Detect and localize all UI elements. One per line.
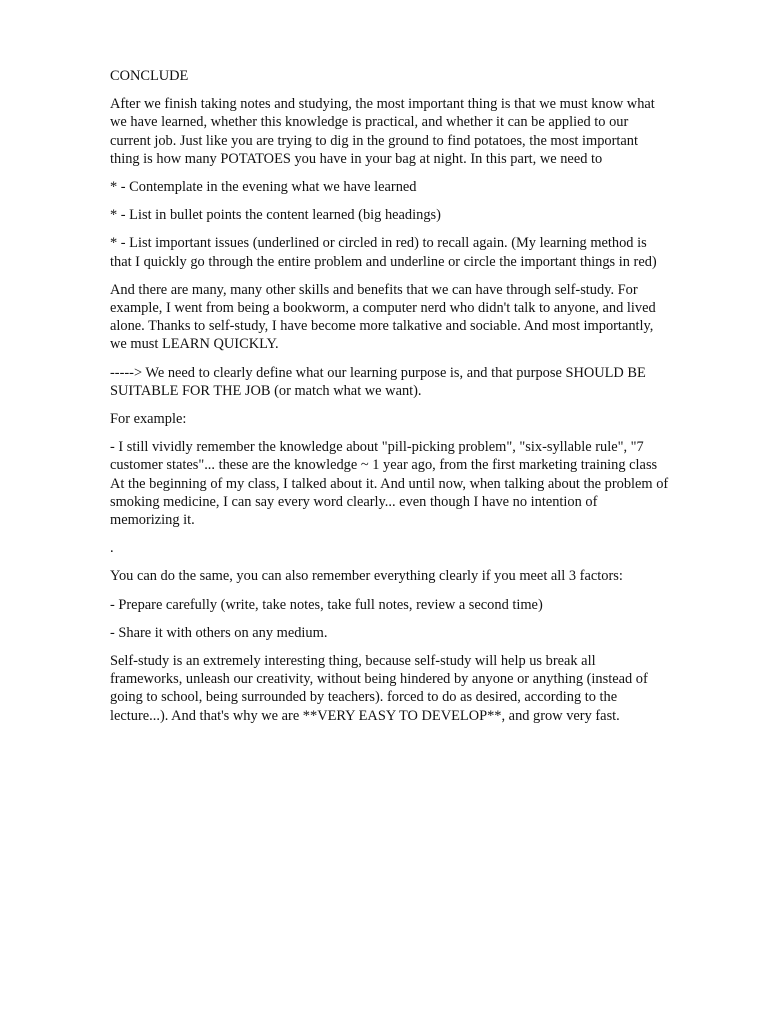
text-line: -----> We need to clearly define what our learning purpose is, and that purpose SHOULD BE bbox=[110, 364, 646, 381]
text-line: - Prepare carefully (write, take notes, take full notes, review a second time) bbox=[110, 596, 543, 613]
paragraph bbox=[110, 567, 718, 585]
text-line: current job. Just like you are trying to dig in the ground to find potatoes, the most important bbox=[110, 132, 638, 149]
paragraph bbox=[110, 652, 718, 725]
document-body bbox=[110, 67, 718, 735]
text-line: example, I went from being a bookworm, a computer nerd who didn't talk to anyone, and lived bbox=[110, 300, 656, 317]
text-line: thing is how many POTATOES you have in your bag at night. In this part, we need to bbox=[110, 150, 603, 167]
text-line: - I still vividly remember the knowledge about "pill-picking problem", "six-syllable rule", "7 bbox=[110, 439, 644, 456]
text-line: that I quickly go through the entire problem and underline or circle the important things in red) bbox=[110, 253, 657, 270]
text-line: frameworks, unleash our creativity, without being hindered by anyone or anything (instead of bbox=[110, 671, 648, 688]
text-line: For example: bbox=[110, 411, 187, 428]
text-line: we must LEARN QUICKLY. bbox=[110, 336, 279, 353]
paragraph bbox=[110, 438, 718, 529]
text-line: . bbox=[110, 540, 114, 557]
text-line: lecture...). And that's why we are **VERY EASY TO DEVELOP**, and grow very fast. bbox=[110, 707, 620, 724]
text-line: And there are many, many other skills and benefits that we can have through self-study. For bbox=[110, 281, 638, 298]
paragraph-list bbox=[110, 95, 718, 725]
paragraph bbox=[110, 410, 718, 428]
paragraph bbox=[110, 624, 718, 642]
text-line: * - List important issues (underlined or circled in red) to recall again. (My learning method is bbox=[110, 235, 647, 252]
paragraph bbox=[110, 95, 718, 168]
paragraph bbox=[110, 178, 718, 196]
paragraph bbox=[110, 281, 718, 354]
paragraph bbox=[110, 364, 718, 400]
text-line: * - Contemplate in the evening what we have learned bbox=[110, 179, 417, 196]
text-line: we have learned, whether this knowledge is practical, and whether it can be applied to our bbox=[110, 114, 629, 131]
text-line: * - List in bullet points the content learned (big headings) bbox=[110, 207, 441, 224]
document-heading bbox=[110, 67, 718, 85]
heading-text: CONCLUDE bbox=[110, 68, 189, 84]
paragraph bbox=[110, 539, 718, 557]
text-line: smoking medicine, I can say every word clearly... even though I have no intention of bbox=[110, 493, 598, 510]
text-line: memorizing it. bbox=[110, 512, 195, 529]
text-line: You can do the same, you can also remember everything clearly if you meet all 3 factors: bbox=[110, 568, 623, 585]
text-line: - Share it with others on any medium. bbox=[110, 624, 328, 641]
text-line: At the beginning of my class, I talked about it. And until now, when talking about the problem of bbox=[110, 475, 669, 492]
paragraph bbox=[110, 206, 718, 224]
text-line: alone. Thanks to self-study, I have become more talkative and sociable. And most importantly, bbox=[110, 318, 654, 335]
text-line: Self-study is an extremely interesting thing, because self-study will help us break all bbox=[110, 653, 596, 670]
text-line: SUITABLE FOR THE JOB (or match what we want). bbox=[110, 382, 422, 399]
text-line: After we finish taking notes and studying, the most important thing is that we must know what bbox=[110, 96, 655, 113]
text-line: going to school, being surrounded by teachers). forced to do as desired, according to the bbox=[110, 689, 618, 706]
paragraph bbox=[110, 234, 718, 270]
paragraph bbox=[110, 596, 718, 614]
text-line: customer states"... these are the knowledge ~ 1 year ago, from the first marketing training class bbox=[110, 457, 658, 474]
